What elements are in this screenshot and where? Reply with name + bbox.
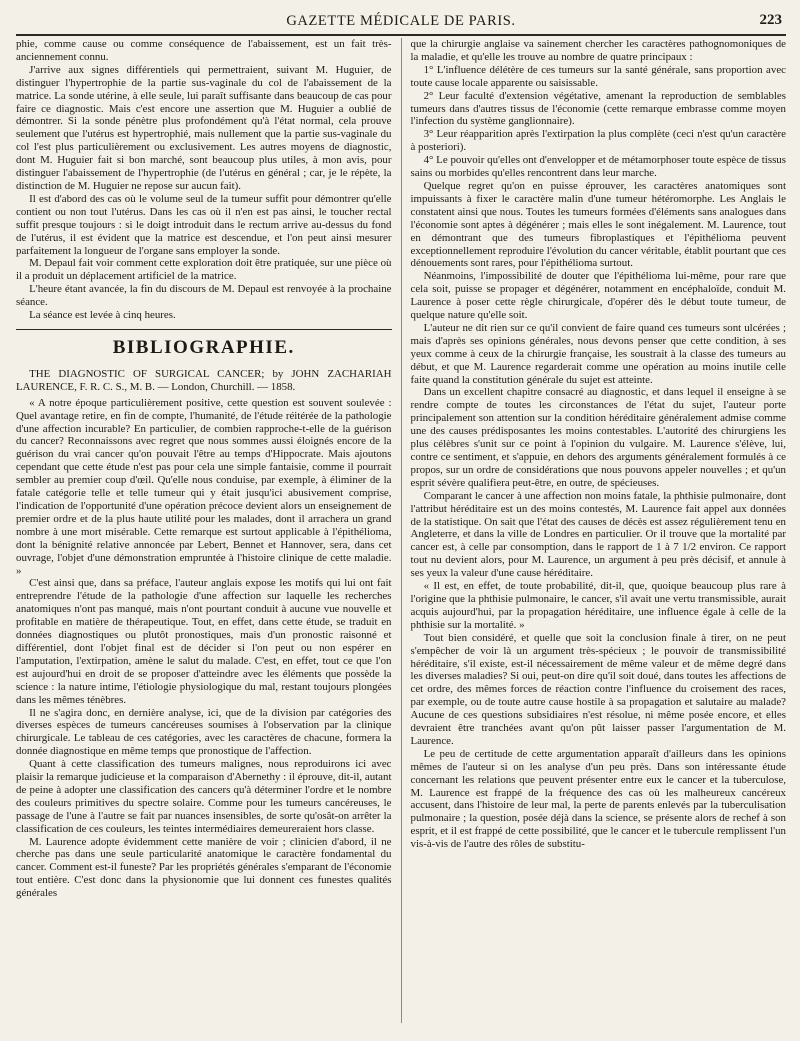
paragraph: phie, comme cause ou comme conséquence de l'abaissement, est un fait très-anciennement connu.: [16, 38, 392, 63]
paragraph: « A notre époque particulièrement positive, cette question est souvent soulevée : Quel avantage retire, en fin de compte, l'humanité, de l'étude réitérée de la pathologie d'une affection incurable? En particulier, de combien rapproche-t-elle de la guérison du cancer? Reconnaissons avec regret que nous sommes aussi éloignés encore de la guérison du vrai cancer qu'on pouvait l'être au temps d'Hippocrate. Mais ajoutons cependant que cette étude n'est pas pour cela une simple fantaisie, comme il pourrait sembler au premier coup d'œil. Qu'elle nous conduise, par exemple, à éliminer de la fatale catégorie telle et telle tumeur qui y était jusqu'ici abusivement comprise, l'indication de l'opportunité d'une opération précoce devient alors un enseignement de premier ordre et de la plus haute utilité pour les malades, dont il arrachera un grand nombre à une mort misérable. Cette remarque est surtout applicable à l'épithélioma, dont la bénignité relative annoncée par Lebert, Bennet et Hannover, sera, dans cet ouvrage, l'objet d'une démonstration empruntée à l'histoire clinique de cette maladie. »: [16, 396, 392, 577]
paragraph: 3° Leur réapparition après l'extirpation la plus complète (ceci n'est qu'un caractère à posteriori).: [410, 128, 786, 154]
paragraph: Quelque regret qu'on en puisse éprouver, les caractères anatomiques sont impuissants à fixer le caractère malin d'une tumeur hétéromorphe. Les Anglais le constatent ainsi que nous. Toutes les tumeurs formées d'éléments sans analogues dans l'économie sont aptes à dégénérer ; mais elles le sont inégalement. M. Laurence, tout en démontrant que des tumeurs fibroplastiques et l'épithélioma peuvent exceptionnellement reproduire l'évolution du cancer véritable, établit pourtant que ces dénouements sont rares, pour l'épithélioma surtout.: [410, 179, 786, 270]
paragraph: Le peu de certitude de cette argumentation apparaît d'ailleurs dans les opinions mêmes de l'auteur si on les analyse d'un peu près. Dans son intéressante étude concernant les relations que peuvent présenter entre eux le cancer et la tuberculose, M. Laurence est frappé de la fréquence des cas où les malheureux cancéreux accusent, dans l'histoire de leur mal, la perte de parents enlevés par la tuberculisation pulmonaire ; la question, posée déjà dans la science, se présente alors de rechef à son esprit, et il est frappé de cette possibilité, que le cancer et le tubercule remplissent l'un vis-à-vis de l'autre des rôles de substitu-: [410, 747, 786, 851]
paragraph: Dans un excellent chapitre consacré au diagnostic, et dans lequel il enseigne à se rendre compte de toutes les circonstances de l'état du sujet, l'auteur porte principalement son attention sur la condition héréditaire généralement admise comme une des causes prédisposantes les moins contestables. L'autorité des chirurgiens les plus célèbres s'unit sur ce point à l'opinion du vulgaire. M. Laurence s'élève, lui, contre ce sentiment, et s'appuie, en dehors des arguments généralement formulés à ce propos, sur un ordre de considérations que nous pouvons appeler nouvelles ; et qu'un esprit sévère qualifiera peut-être, en outre, de spécieuses.: [410, 386, 786, 489]
section-title: BIBLIOGRAPHIE.: [112, 336, 295, 358]
paragraph: J'arrive aux signes différentiels qui permettraient, suivant M. Huguier, de distinguer l'hypertrophie de la partie sus-vaginale du col de l'abaissement de la matrice. La sonde utérine, à elle seule, lui paraît suffisante dans beaucoup de cas pour faire ce diagnostic. Mais c'est encore une assertion que M. Huguier a oublié de démontrer. Si la sonde pénètre plus profondément qu'à l'état normal, cela prouve seulement que l'utérus est hypertrophié, mais nullement que la partie sus-vaginale du col l'est plus particulièrement ou exclusivement. Les autres moyens de diagnostic, dont M. Huguier fait si bon marché, sont beaucoup plus utiles, à mon avis, pour distinguer l'abaissement de l'hypertrophie (de l'utérus en général ; car, je le répète, la distinction de M. Huguier ne repose sur aucun fait).: [16, 63, 392, 192]
text-columns: [16, 38, 786, 1023]
paragraph: 2° Leur faculté d'extension végétative, amenant la reproduction de semblables tumeurs dans d'autres tissus de l'économie (cette remarque embrasse comme moyen l'infection du système ganglionnaire).: [410, 89, 786, 128]
paragraph: 1° L'influence délétère de ces tumeurs sur la santé générale, sans proportion avec toute cause locale apparente ou saisissable.: [410, 63, 786, 89]
left-column: [16, 38, 402, 1023]
section-divider: [16, 329, 392, 330]
paragraph: « Il est, en effet, de toute probabilité, dit-il, que, quoique beaucoup plus rare à l'origine que la phthisie pulmonaire, le cancer, s'il avait une vertu transmissible, aurait acquis aujourd'hui, par la propagation héréditaire, une influence égale à celle de la phthisie sur la mortalité. »: [410, 580, 786, 631]
journal-title: GAZETTE MÉDICALE DE PARIS.: [286, 13, 516, 29]
paragraph: M. Laurence adopte évidemment cette manière de voir ; clinicien d'abord, il ne cherche pas dans une seule particularité anatomique le caractère fondamental du cancer. Comment est-il funeste? Par les propriétés générales s'emparant de l'économie tout entière. C'est donc dans la physionomie que lui donnent ces funestes qualités générales: [16, 835, 392, 900]
paragraph: Il est d'abord des cas où le volume seul de la tumeur suffit pour démontrer qu'elle contient ou non tout l'utérus. Dans les cas où il n'en est pas ainsi, le toucher rectal suffit presque toujours : si le doigt introduit dans le rectum arrive au-dessus du fond de l'utérus, il est évident que la matrice est descendue, et l'on peut ainsi mesurer parfaitement la longueur de l'organe sans employer la sonde.: [16, 192, 392, 257]
paragraph: Comparant le cancer à une affection non moins fatale, la phthisie pulmonaire, dont l'attribut héréditaire est un des moins contestés, M. Laurence fait appel aux données de la statistique. On sait que l'état des causes de décès est assez régulièrement tenu en Angleterre, et dans la ville de Londres en particulier. Or il trouve que la mortalité par cancer est, à celle par consomption, dans le rapport de 1 à 7 1/2 environ. Ce rapport tout nu devient alors, pour M. Laurence, un argument à peu près décisif, et annule à ses yeux la valeur d'une cause héréditaire.: [410, 489, 786, 580]
page-header: [16, 8, 786, 36]
paragraph: C'est ainsi que, dans sa préface, l'auteur anglais expose les motifs qui lui ont fait entreprendre l'étude de la pathologie d'une affection sur laquelle les recherches anatomiques n'ont pas manqué, mais n'ont pourtant conduit à aucune vue nouvelle et profitable en matière de thérapeutique. Tout, en effet, dans cette étude, se traduit en données diagnostiques ou plutôt pronostiques, mais d'un pronostic raisonné et différentiel, dont l'objet final est de décider si l'on peut ou non espérer en l'amputation, l'extirpation, amène le salut du malade. C'est, en effet, tout ce que l'on est aujourd'hui en droit de se proposer d'atteindre avec les éléments que possède la science : la nature intime, l'étiologie physiologique du mal, restant toujours plongées dans les mêmes ténèbres.: [16, 577, 392, 706]
paragraph: L'auteur ne dit rien sur ce qu'il convient de faire quand ces tumeurs sont ulcérées ; mais d'après ses opinions générales, nous devons penser que cette condition, à ses yeux comme à ceux de la chirurgie française, les soustrait à la classe des tumeurs au début, et que M. Laurence regarderait comme une opération au moins inutile celle faite quand la constitution générale du sujet est atteinte.: [410, 321, 786, 386]
newspaper-page: [16, 8, 786, 1023]
right-column: [402, 38, 787, 1023]
paragraph: M. Depaul fait voir comment cette exploration doit être pratiquée, sur une pièce où il a produit un déplacement artificiel de la matrice.: [16, 257, 392, 283]
paragraph: Néanmoins, l'impossibilité de douter que l'épithélioma lui-même, pour rare que cela soit, puisse se propager et dégénérer, notamment en encéphaloïde, conduit M. Laurence à poser cette règle chirurgicale, d'opérer dès le début toute tumeur, de quelque nature qu'elle soit.: [410, 270, 786, 322]
paragraph: L'heure étant avancée, la fin du discours de M. Depaul est renvoyée à la prochaine séance.: [16, 283, 392, 309]
book-reference: THE DIAGNOSTIC OF SURGICAL CANCER; by JOHN ZACHARIAH LAURENCE, F. R. C. S., M. B. — London, Churchill. — 1858.: [16, 367, 392, 393]
paragraph: Il ne s'agira donc, en dernière analyse, ici, que de la division par catégories des diverses espèces de tumeurs cancéreuses soumises à l'observation par la clinique chirurgicale. Le tableau de ces catégories, avec les caractères de chacune, formera la donnée diagnostique en même temps que pronostique de l'affection.: [16, 706, 392, 758]
paragraph: Quant à cette classification des tumeurs malignes, nous reproduirons ici avec plaisir la remarque judicieuse et la comparaison d'Abernethy : il éprouve, dit-il, autant de peine à adopter une classification des cancers qu'à déterminer l'ordre et le nombre des couleurs primitives du spectre solaire. Comme pour les tumeurs cancéreuses, le passage de l'une à l'autre se fait par nuances insensibles, de sorte qu'osât-on arrêter la classification de ces couleurs, les teintes intermédiaires demeureraient hors classe.: [16, 758, 392, 835]
paragraph: Tout bien considéré, et quelle que soit la conclusion finale à tirer, on ne peut s'empêcher de voir là un argument très-spécieux ; le pouvoir de transmissibilité héréditaire, s'il existe, est-il nécessairement de même valeur et de même degré dans les diverses maladies? Si oui, peut-on dire qu'il soit doué, dans toutes les affections de cet ordre, des mêmes forces de réaction contre l'influence du croisement des races, par exemple, ou de toute autre cause hostile à sa propagation et salutaire au malade? Aucune de ces questions subsidiaires n'est résolue, ni même posée encore, et elles devraient être tranchées avant qu'on pût laisser passer l'argumentation de M. Laurence.: [410, 631, 786, 747]
paragraph: La séance est levée à cinq heures.: [29, 309, 176, 322]
paragraph: 4° Le pouvoir qu'elles ont d'envelopper et de métamorphoser toute espèce de tissus sains ou morbides qu'elles rencontrent dans leur marche.: [410, 154, 786, 180]
page-number: 223: [759, 12, 782, 28]
paragraph: que la chirurgie anglaise va sainement chercher les caractères pathognomoniques de la maladie, et qu'elle les trouve au nombre de quatre principaux :: [410, 38, 786, 63]
